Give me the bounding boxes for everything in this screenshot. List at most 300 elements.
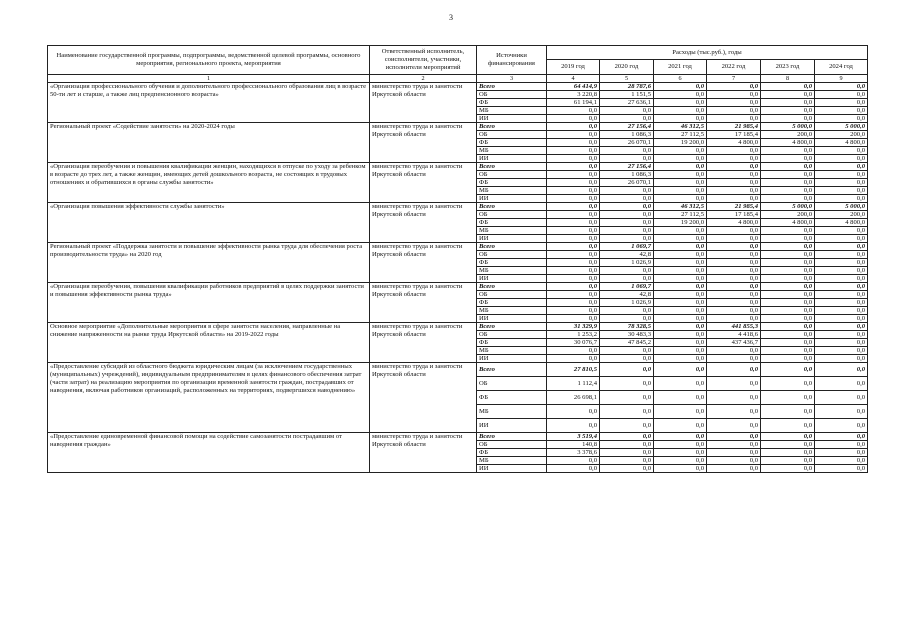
expense-value: 4 800,0: [761, 219, 815, 227]
column-number: 4: [547, 75, 600, 83]
table-body: [48, 83, 868, 473]
expense-value: 0,0: [815, 339, 868, 347]
column-number: 1: [48, 75, 370, 83]
expense-value: 0,0: [815, 187, 868, 195]
expense-value: 0,0: [600, 195, 654, 203]
funding-source: ИИ: [477, 315, 547, 323]
expense-value: 0,0: [707, 115, 761, 123]
expense-value: 0,0: [654, 107, 707, 115]
expense-value: 0,0: [707, 83, 761, 91]
expense-value: 0,0: [654, 227, 707, 235]
expense-value: 0,0: [707, 449, 761, 457]
expense-value: 0,0: [815, 115, 868, 123]
funding-source: Всего: [477, 203, 547, 211]
expense-value: 0,0: [707, 405, 761, 419]
funding-source: ОБ: [477, 377, 547, 391]
expense-value: 0,0: [547, 291, 600, 299]
expense-value: 0,0: [707, 251, 761, 259]
expense-value: 0,0: [654, 339, 707, 347]
expense-value: 0,0: [547, 243, 600, 251]
table-row-total: [48, 323, 868, 331]
expense-value: 0,0: [707, 171, 761, 179]
expense-value: 0,0: [600, 227, 654, 235]
header-year: 2023 год: [761, 60, 815, 75]
expense-value: 0,0: [761, 419, 815, 433]
expense-value: 46 312,5: [654, 203, 707, 211]
expense-value: 5 000,0: [761, 123, 815, 131]
expense-value: 0,0: [815, 355, 868, 363]
funding-source: ФБ: [477, 179, 547, 187]
expense-value: 0,0: [600, 347, 654, 355]
funding-source: ИИ: [477, 235, 547, 243]
expense-value: 0,0: [761, 433, 815, 441]
funding-source: ФБ: [477, 391, 547, 405]
funding-source: ФБ: [477, 299, 547, 307]
expense-value: 0,0: [707, 243, 761, 251]
expense-value: 0,0: [600, 147, 654, 155]
expense-value: 0,0: [600, 419, 654, 433]
expense-value: 0,0: [547, 147, 600, 155]
table-row-total: [48, 83, 868, 91]
expense-value: 0,0: [600, 355, 654, 363]
column-number: 8: [761, 75, 815, 83]
funding-source: МБ: [477, 227, 547, 235]
expense-value: 0,0: [815, 449, 868, 457]
expense-value: 0,0: [600, 235, 654, 243]
expense-value: 0,0: [654, 449, 707, 457]
expense-value: 0,0: [761, 91, 815, 99]
expense-value: 0,0: [654, 283, 707, 291]
column-number: 9: [815, 75, 868, 83]
expense-value: 61 194,1: [547, 99, 600, 107]
expense-value: 0,0: [707, 275, 761, 283]
responsible-executor: министерство труда и занятости Иркутской области: [370, 203, 477, 243]
page-number: 3: [449, 13, 453, 22]
expense-value: 0,0: [761, 147, 815, 155]
measure-name: «Организация повышения эффективности службы занятости»: [48, 203, 370, 243]
expense-value: 0,0: [707, 347, 761, 355]
expense-value: 441 855,3: [707, 323, 761, 331]
expense-value: 4 800,0: [707, 219, 761, 227]
expense-value: 0,0: [707, 91, 761, 99]
funding-source: МБ: [477, 267, 547, 275]
expense-value: 0,0: [547, 179, 600, 187]
header-year: 2022 год: [707, 60, 761, 75]
table-row-total: [48, 283, 868, 291]
funding-source: ОБ: [477, 331, 547, 339]
expense-value: 30 076,7: [547, 339, 600, 347]
expense-value: 0,0: [707, 433, 761, 441]
expense-value: 0,0: [815, 465, 868, 473]
expense-value: 21 985,4: [707, 203, 761, 211]
header-source: Источники финансирования: [477, 46, 547, 75]
expense-value: 0,0: [547, 123, 600, 131]
expense-value: 27 156,4: [600, 163, 654, 171]
header-year: 2021 год: [654, 60, 707, 75]
table-header: [48, 46, 868, 83]
measure-name: «Организация переобучения и повышения квалификации женщин, находящихся в отпуске по уходу за ребенком в возрасте до трех лет, а также женщин, имеющих детей дошкольного возраста, не состоящих в трудовых отношениях и обратившихся в органы службы занятости»: [48, 163, 370, 203]
expense-value: 0,0: [707, 187, 761, 195]
expense-value: 200,0: [761, 211, 815, 219]
expense-value: 27 112,5: [654, 211, 707, 219]
column-number: 3: [477, 75, 547, 83]
expense-value: 0,0: [654, 363, 707, 377]
expense-value: 0,0: [654, 267, 707, 275]
expense-value: 0,0: [547, 163, 600, 171]
funding-source: МБ: [477, 457, 547, 465]
expense-value: 0,0: [761, 259, 815, 267]
expense-value: 0,0: [547, 251, 600, 259]
expense-value: 0,0: [761, 339, 815, 347]
measure-name: «Предоставление субсидий из областного бюджета юридическим лицам (за исключением государственных (муниципальных) учреждений), индивидуальным предпринимателям в целях финансового обеспечения затрат (части затрат) на реализацию мероприятия по организации временной занятости граждан, пострадавших от наводнения, включая работников организаций, расположенных на территориях, подвергшихся наводнению»: [48, 363, 370, 433]
expense-value: 64 414,9: [547, 83, 600, 91]
expense-value: 437 436,7: [707, 339, 761, 347]
expense-value: 0,0: [600, 391, 654, 405]
table-row-total: [48, 243, 868, 251]
expense-value: 0,0: [761, 99, 815, 107]
expense-value: 0,0: [654, 83, 707, 91]
funding-source: ОБ: [477, 441, 547, 449]
header-year: 2024 год: [815, 60, 868, 75]
expense-value: 0,0: [547, 283, 600, 291]
expense-value: 0,0: [654, 99, 707, 107]
expense-value: 0,0: [547, 115, 600, 123]
expense-value: 27 112,5: [654, 131, 707, 139]
funding-source: Всего: [477, 163, 547, 171]
expense-value: 21 985,4: [707, 123, 761, 131]
expense-value: 0,0: [600, 219, 654, 227]
expense-value: 0,0: [815, 163, 868, 171]
expense-value: 0,0: [761, 355, 815, 363]
expense-value: 0,0: [707, 155, 761, 163]
funding-source: Всего: [477, 433, 547, 441]
expense-value: 0,0: [707, 441, 761, 449]
expense-value: 4 800,0: [707, 139, 761, 147]
expense-value: 0,0: [815, 147, 868, 155]
expense-value: 140,8: [547, 441, 600, 449]
expense-value: 0,0: [761, 179, 815, 187]
expense-value: 0,0: [707, 107, 761, 115]
funding-source: ОБ: [477, 131, 547, 139]
expense-value: 0,0: [761, 465, 815, 473]
expense-value: 0,0: [761, 363, 815, 377]
responsible-executor: министерство труда и занятости Иркутской области: [370, 243, 477, 283]
expense-value: 0,0: [654, 155, 707, 163]
expense-value: 0,0: [815, 307, 868, 315]
expense-value: 0,0: [707, 377, 761, 391]
header-year: 2019 год: [547, 60, 600, 75]
expense-value: 0,0: [654, 291, 707, 299]
funding-source: ОБ: [477, 91, 547, 99]
expense-value: 1 069,7: [600, 283, 654, 291]
expense-value: 4 800,0: [815, 139, 868, 147]
expense-value: 0,0: [815, 457, 868, 465]
table-row-total: [48, 203, 868, 211]
expense-value: 19 200,0: [654, 139, 707, 147]
expense-value: 0,0: [707, 235, 761, 243]
funding-source: ИИ: [477, 355, 547, 363]
expense-value: 0,0: [815, 291, 868, 299]
funding-source: Всего: [477, 323, 547, 331]
expense-value: 0,0: [600, 449, 654, 457]
expense-value: 0,0: [654, 307, 707, 315]
expense-value: 1 151,5: [600, 91, 654, 99]
expense-value: 0,0: [600, 275, 654, 283]
expense-value: 0,0: [600, 377, 654, 391]
expense-value: 26 070,1: [600, 139, 654, 147]
funding-source: ОБ: [477, 251, 547, 259]
expense-value: 0,0: [815, 171, 868, 179]
expense-value: 0,0: [761, 291, 815, 299]
expense-value: 0,0: [654, 91, 707, 99]
responsible-executor: министерство труда и занятости Иркутской области: [370, 363, 477, 433]
expense-value: 0,0: [654, 347, 707, 355]
expense-value: 0,0: [600, 363, 654, 377]
expense-value: 1 253,2: [547, 331, 600, 339]
expense-value: 0,0: [654, 235, 707, 243]
expense-value: 47 845,2: [600, 339, 654, 347]
funding-source: МБ: [477, 307, 547, 315]
expense-value: 0,0: [815, 91, 868, 99]
expense-value: 1 086,3: [600, 131, 654, 139]
expense-value: 0,0: [547, 355, 600, 363]
expense-value: 5 000,0: [761, 203, 815, 211]
expense-value: 0,0: [547, 419, 600, 433]
expense-value: 19 200,0: [654, 219, 707, 227]
expense-value: 31 329,9: [547, 323, 600, 331]
expense-value: 0,0: [654, 315, 707, 323]
expense-value: 0,0: [547, 187, 600, 195]
expense-value: 0,0: [654, 147, 707, 155]
column-number: 5: [600, 75, 654, 83]
expense-value: 0,0: [815, 433, 868, 441]
expense-value: 0,0: [761, 187, 815, 195]
responsible-executor: министерство труда и занятости Иркутской области: [370, 123, 477, 163]
expense-value: 0,0: [707, 99, 761, 107]
expense-value: 27 810,5: [547, 363, 600, 377]
expense-value: 0,0: [654, 259, 707, 267]
expense-value: 3 220,8: [547, 91, 600, 99]
expense-value: 0,0: [815, 299, 868, 307]
header-responsible: Ответственный исполнитель, соисполнители, участники, исполнители мероприятий: [370, 46, 477, 75]
expense-value: 42,8: [600, 291, 654, 299]
header-year: 2020 год: [600, 60, 654, 75]
funding-source: ИИ: [477, 115, 547, 123]
expense-value: 0,0: [547, 405, 600, 419]
funding-source: ИИ: [477, 155, 547, 163]
measure-name: Региональный проект «Содействие занятости» на 2020-2024 годы: [48, 123, 370, 163]
expense-value: 0,0: [815, 243, 868, 251]
expense-value: 0,0: [654, 163, 707, 171]
expense-value: 0,0: [815, 441, 868, 449]
responsible-executor: министерство труда и занятости Иркутской области: [370, 323, 477, 363]
expense-value: 0,0: [761, 283, 815, 291]
expense-value: 0,0: [600, 267, 654, 275]
expense-value: 17 185,4: [707, 211, 761, 219]
expense-value: 0,0: [815, 347, 868, 355]
expense-value: 27 156,4: [600, 123, 654, 131]
expense-value: 0,0: [547, 347, 600, 355]
expense-value: 0,0: [761, 251, 815, 259]
expense-value: 0,0: [547, 139, 600, 147]
funding-source: ФБ: [477, 139, 547, 147]
expense-value: 0,0: [761, 449, 815, 457]
expense-value: 0,0: [761, 405, 815, 419]
funding-source: МБ: [477, 405, 547, 419]
expense-value: 0,0: [815, 107, 868, 115]
column-number-row: [48, 75, 868, 83]
expense-value: 0,0: [815, 391, 868, 405]
expense-value: 0,0: [707, 299, 761, 307]
header-name: Наименование государственной программы, подпрограммы, ведомственной целевой программы, основного мероприятия, регионального проекта, мероприятия: [48, 46, 370, 75]
expense-value: 0,0: [761, 235, 815, 243]
expense-value: 0,0: [547, 307, 600, 315]
expense-value: 0,0: [654, 377, 707, 391]
expense-value: 27 636,1: [600, 99, 654, 107]
expense-value: 0,0: [707, 291, 761, 299]
expense-value: 1 026,9: [600, 299, 654, 307]
column-number: 7: [707, 75, 761, 83]
expense-value: 0,0: [707, 315, 761, 323]
expense-value: 30 483,3: [600, 331, 654, 339]
funding-source: МБ: [477, 107, 547, 115]
funding-source: МБ: [477, 147, 547, 155]
expense-value: 0,0: [707, 195, 761, 203]
expense-value: 0,0: [547, 203, 600, 211]
expense-value: 0,0: [761, 267, 815, 275]
column-number: 2: [370, 75, 477, 83]
expense-value: 0,0: [654, 355, 707, 363]
expense-value: 0,0: [654, 331, 707, 339]
expense-value: 0,0: [600, 155, 654, 163]
expense-value: 0,0: [547, 155, 600, 163]
expense-value: 0,0: [547, 227, 600, 235]
funding-source: МБ: [477, 347, 547, 355]
expense-value: 0,0: [600, 441, 654, 449]
expense-value: 0,0: [707, 179, 761, 187]
expense-value: 1 026,9: [600, 259, 654, 267]
expense-value: 0,0: [600, 211, 654, 219]
expense-value: 0,0: [654, 433, 707, 441]
expense-value: 0,0: [654, 419, 707, 433]
expense-value: 0,0: [815, 227, 868, 235]
responsible-executor: министерство труда и занятости Иркутской области: [370, 283, 477, 323]
expense-value: 0,0: [761, 171, 815, 179]
expense-value: 0,0: [815, 363, 868, 377]
expense-value: 0,0: [654, 171, 707, 179]
measure-name: Региональный проект «Поддержка занятости и повышение эффективности рынка труда для обеспечения роста производительности труда» на 2020 год: [48, 243, 370, 283]
expense-value: 0,0: [761, 155, 815, 163]
expense-value: 0,0: [707, 227, 761, 235]
table-row-total: [48, 123, 868, 131]
expense-value: 0,0: [654, 179, 707, 187]
expense-value: 0,0: [654, 251, 707, 259]
expense-value: 0,0: [600, 107, 654, 115]
expense-value: 0,0: [815, 331, 868, 339]
expense-value: 0,0: [707, 355, 761, 363]
expense-value: 0,0: [547, 195, 600, 203]
expense-value: 0,0: [600, 203, 654, 211]
table-row-total: [48, 363, 868, 377]
expense-value: 0,0: [547, 259, 600, 267]
expense-value: 0,0: [761, 377, 815, 391]
expense-value: 0,0: [600, 115, 654, 123]
expense-value: 0,0: [707, 307, 761, 315]
expense-value: 0,0: [547, 457, 600, 465]
expense-value: 26 070,1: [600, 179, 654, 187]
table-row-total: [48, 163, 868, 171]
expense-value: 0,0: [815, 99, 868, 107]
expense-value: 200,0: [815, 131, 868, 139]
expense-value: 0,0: [600, 315, 654, 323]
expense-value: 4 800,0: [761, 139, 815, 147]
expense-value: 26 698,1: [547, 391, 600, 405]
funding-source: Всего: [477, 283, 547, 291]
funding-source: ФБ: [477, 259, 547, 267]
expense-value: 0,0: [761, 391, 815, 405]
expense-value: 0,0: [707, 283, 761, 291]
measure-name: «Организация переобучения, повышения квалификации работников предприятий в целях поддержки занятости и повышения эффективности рынка труда»: [48, 283, 370, 323]
expense-value: 200,0: [815, 211, 868, 219]
expense-value: 0,0: [761, 275, 815, 283]
expense-value: 0,0: [707, 419, 761, 433]
funding-source: ИИ: [477, 465, 547, 473]
expense-value: 28 787,6: [600, 83, 654, 91]
expense-value: 0,0: [547, 235, 600, 243]
expense-value: 0,0: [761, 227, 815, 235]
expense-value: 0,0: [600, 187, 654, 195]
expense-value: 0,0: [761, 195, 815, 203]
expense-value: 0,0: [654, 243, 707, 251]
expense-value: 0,0: [547, 107, 600, 115]
expense-value: 0,0: [654, 275, 707, 283]
funding-source: Всего: [477, 83, 547, 91]
responsible-executor: министерство труда и занятости Иркутской области: [370, 433, 477, 473]
expense-value: 0,0: [815, 235, 868, 243]
measure-name: «Организация профессионального обучения и дополнительного профессионального образования лиц в возрасте 50-ти лет и старше, а также лиц предпенсионного возраста»: [48, 83, 370, 123]
expense-value: 0,0: [815, 195, 868, 203]
expense-value: 5 000,0: [815, 203, 868, 211]
expense-value: 0,0: [654, 187, 707, 195]
expense-value: 0,0: [707, 267, 761, 275]
expense-value: 0,0: [761, 441, 815, 449]
expense-value: 0,0: [761, 331, 815, 339]
funding-source: ИИ: [477, 275, 547, 283]
expense-value: 78 328,5: [600, 323, 654, 331]
expense-value: 42,8: [600, 251, 654, 259]
expense-value: 0,0: [761, 163, 815, 171]
expense-value: 17 185,4: [707, 131, 761, 139]
funding-source: Всего: [477, 363, 547, 377]
column-number: 6: [654, 75, 707, 83]
funding-source: Всего: [477, 123, 547, 131]
expense-value: 0,0: [707, 465, 761, 473]
expense-value: 0,0: [761, 83, 815, 91]
budget-table: [47, 45, 868, 473]
funding-source: ИИ: [477, 419, 547, 433]
expense-value: 0,0: [707, 259, 761, 267]
expense-value: 46 312,5: [654, 123, 707, 131]
expense-value: 0,0: [547, 315, 600, 323]
expense-value: 0,0: [654, 465, 707, 473]
expense-value: 3 519,4: [547, 433, 600, 441]
expense-value: 0,0: [600, 307, 654, 315]
expense-value: 0,0: [600, 405, 654, 419]
expense-value: 0,0: [761, 307, 815, 315]
expense-value: 0,0: [815, 419, 868, 433]
funding-source: ФБ: [477, 449, 547, 457]
expense-value: 0,0: [654, 299, 707, 307]
